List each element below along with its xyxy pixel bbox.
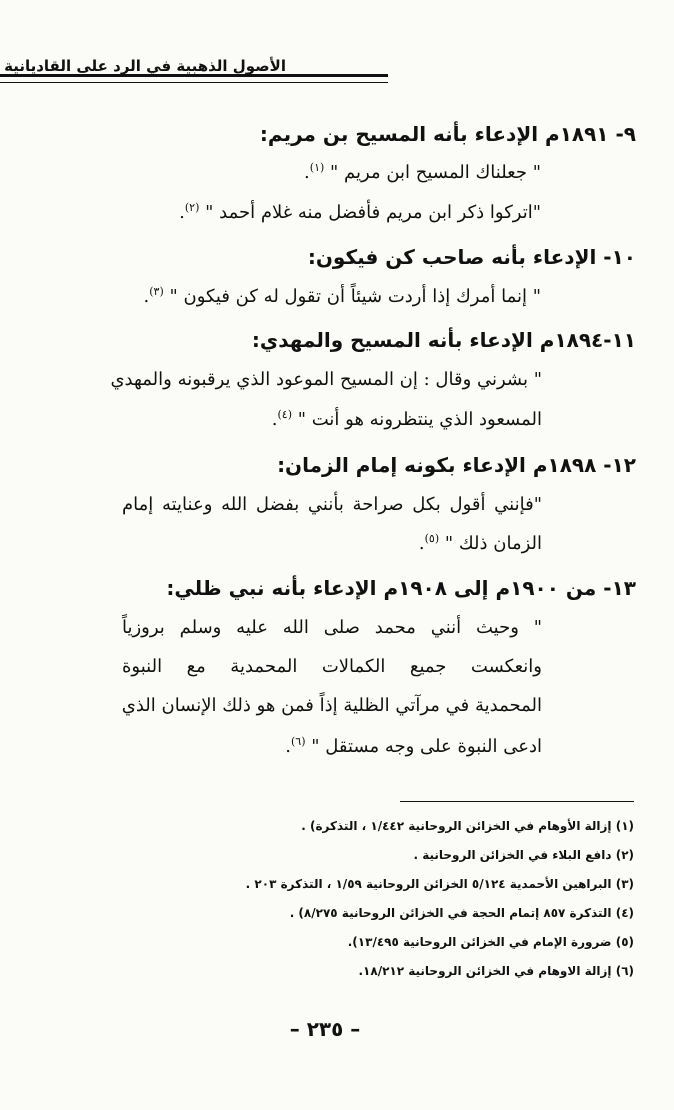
quote-line: المحمدية في مرآتي الظلية إذاً فمن هو ذلك الإنسان الذي [121, 695, 542, 716]
section-heading-10: ١٠- الإدعاء بأنه صاحب كن فيكون: [307, 245, 636, 269]
footnote-4: (٤) التذكرة ٨٥٧ إتمام الحجة في الخزائن الروحانية ٨/٢٧٥) . [289, 906, 634, 920]
quote-text: المسعود الذي ينتظرونه هو أنت " [297, 409, 542, 430]
footnote-ref: (٦) [290, 735, 306, 748]
quote-text: "اتركوا ذكر ابن مريم فأفضل منه غلام أحمد " [205, 202, 541, 223]
footnote-2: (٢) دافع البلاء في الخزائن الروحانية . [413, 848, 634, 862]
quote-line: الزمان ذلك " $^{(٥)}$. [418, 532, 542, 554]
quote-line: " وحيث أنني محمد صلى الله عليه وسلم بروزياً [122, 617, 542, 638]
quote-line: " إنما أمرك إذا أردت شيئاً أن تقول له كن فيكون " $^{(٣)}$. [143, 285, 541, 307]
running-header-title: الأصول الذهبية في الرد على القاديانية [4, 57, 286, 75]
section-heading-11: ١١-١٨٩٤م الإدعاء بأنه المسيح والمهدي: [251, 328, 636, 352]
quote-line: المسعود الذي ينتظرونه هو أنت " $^{(٤)}$. [271, 408, 542, 430]
footnote-5: (٥) ضرورة الإمام في الخزائن الروحانية ١٣/٤٩٥). [347, 935, 634, 949]
quote-text: ادعى النبوة على وجه مستقل " [311, 736, 542, 757]
footnote-3: (٣) البراهين الأحمدية ٥/١٢٤ الخزائن الروحانية ١/٥٩ ، التذكرة ٢٠٣ . [245, 877, 634, 891]
section-heading-13: ١٣- من ١٩٠٠م إلى ١٩٠٨م الإدعاء بأنه نبي ظلي: [166, 576, 636, 600]
quote-line: "اتركوا ذكر ابن مريم فأفضل منه غلام أحمد " $^{(٢)}$. [179, 201, 541, 223]
quote-text: " جعلناك المسيح ابن مريم " [330, 162, 541, 183]
section-heading-9: ٩- ١٨٩١م الإدعاء بأنه المسيح بن مريم: [259, 122, 636, 146]
quote-line: " جعلناك المسيح ابن مريم " $^{(١)}$. [304, 161, 541, 183]
footnote-rule [400, 801, 634, 802]
quote-text: " إنما أمرك إذا أردت شيئاً أن تقول له كن فيكون " [169, 286, 541, 307]
page-number: – ٢٣٥ – [289, 1017, 361, 1041]
section-heading-12: ١٢- ١٨٩٨م الإدعاء بكونه إمام الزمان: [277, 453, 636, 477]
quote-line: "فإنني أقول بكل صراحة بأنني بفضل الله وعنايته إمام [122, 494, 542, 515]
footnote-ref: (١) [309, 161, 325, 174]
footnote-ref: (٢) [184, 201, 200, 214]
quote-line: ادعى النبوة على وجه مستقل " $^{(٦)}$. [285, 735, 542, 757]
quote-text: الزمان ذلك " [444, 533, 542, 554]
quote-line: " بشرني وقال : إن المسيح الموعود الذي يرقبونه والمهدي [110, 369, 542, 390]
header-rule [0, 74, 388, 83]
footnote-1: (١) إزالة الأوهام في الخزائن الروحانية ١/٤٤٢ ، التذكرة) . [301, 819, 634, 833]
footnote-ref: (٣) [149, 285, 164, 298]
footnote-ref: (٥) [424, 532, 440, 545]
footnote-6: (٦) إزالة الاوهام في الخزائن الروحانية ١٨/٢١٢. [358, 964, 634, 978]
footnote-ref: (٤) [277, 408, 292, 421]
quote-line: وانعكست جميع الكمالات المحمدية مع النبوة [122, 656, 542, 677]
